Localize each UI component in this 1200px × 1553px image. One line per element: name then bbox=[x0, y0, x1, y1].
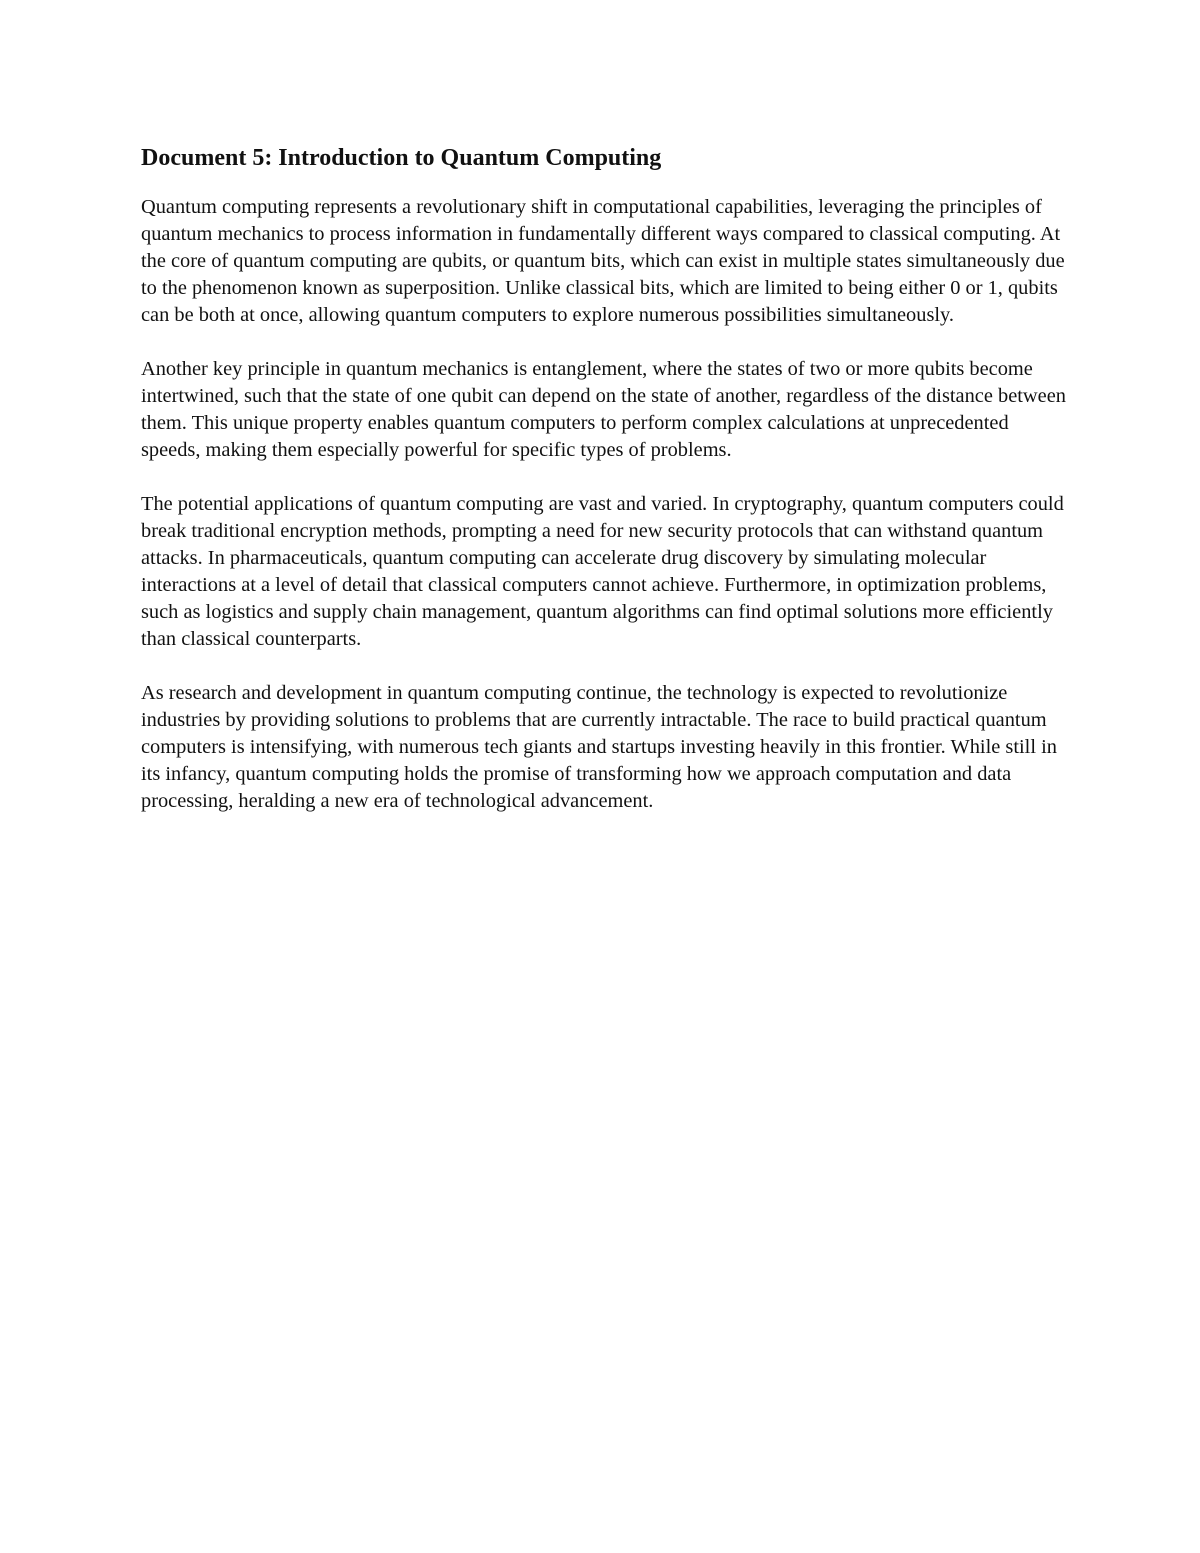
paragraph-applications: The potential applications of quantum computing are vast and varied. In cryptography, quantum computers could break traditional encryption methods, prompting a need for new security protocols that can withstand quantum attacks. In pharmaceuticals, quantum computing can accelerate drug discovery by simulating molecular interactions at a level of detail that classical computers cannot achieve. Furthermore, in optimization problems, such as logistics and supply chain management, quantum algorithms can find optimal solutions more efficiently than classical counterparts. bbox=[141, 493, 1064, 650]
paragraph-entanglement: Another key principle in quantum mechanics is entanglement, where the states of two or more qubits become intertwined, such that the state of one qubit can depend on the state of another, regardless of the distance between them. This unique property enables quantum computers to perform complex calculations at unprecedented speeds, making them especially powerful for specific types of problems. bbox=[141, 358, 1066, 461]
document-body bbox=[141, 142, 1066, 842]
document-title: Document 5: Introduction to Quantum Computing bbox=[141, 145, 662, 171]
paragraph-outlook: As research and development in quantum computing continue, the technology is expected to revolutionize industries by providing solutions to problems that are currently intractable. The race to build practical quantum computers is intensifying, with numerous tech giants and startups investing heavily in this frontier. While still in its infancy, quantum computing holds the promise of transforming how we approach computation and data processing, heralding a new era of technological advancement. bbox=[141, 682, 1057, 812]
paragraph-quantum-intro: Quantum computing represents a revolutionary shift in computational capabilities, leveraging the principles of quantum mechanics to process information in fundamentally different ways compared to classical computing. At the core of quantum computing are qubits, or quantum bits, which can exist in multiple states simultaneously due to the phenomenon known as superposition. Unlike classical bits, which are limited to being either 0 or 1, qubits can be both at once, allowing quantum computers to explore numerous possibilities simultaneously. bbox=[141, 196, 1065, 326]
